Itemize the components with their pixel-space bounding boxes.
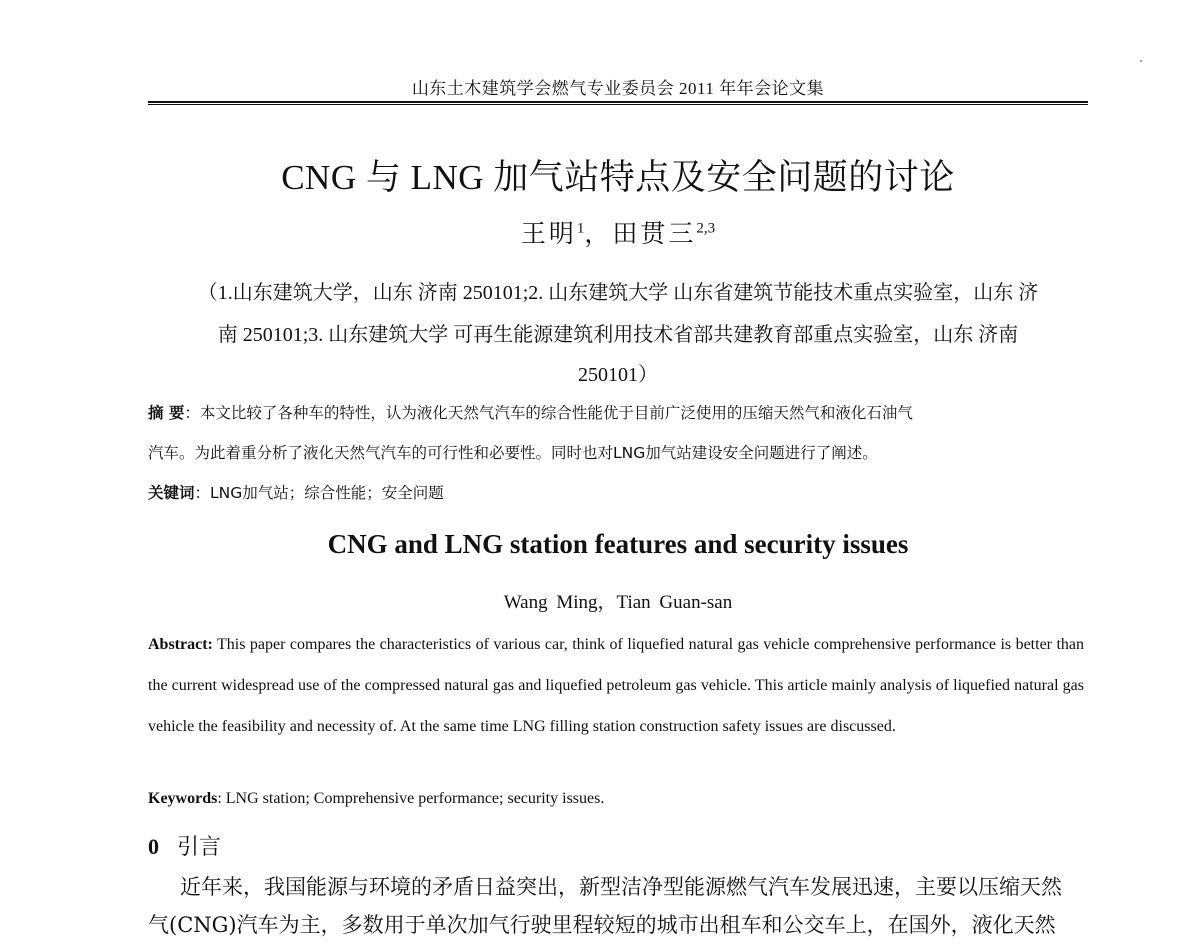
english-abstract: [148, 624, 1084, 747]
keywords-cn-label: 关键词: [148, 484, 195, 502]
author-name: 王明: [520, 219, 577, 248]
header-rule-thin: [148, 104, 1088, 105]
section-number: 0: [148, 834, 159, 859]
english-authors: Wang Ming，Tian Guan-san: [503, 592, 733, 613]
running-header: 山东土木建筑学会燃气专业委员会 2011 年年会论文集: [411, 79, 825, 98]
section-name: 引言: [177, 835, 222, 860]
affiliation-line: （1.山东建筑大学，山东 济南 250101;2. 山东建筑大学 山东省建筑节能技术重点实验室，山东 济: [197, 282, 1039, 304]
abstract-cn-label: 摘 要: [148, 404, 185, 422]
author-affil-sup: 2,3: [696, 220, 716, 237]
english-keywords-label: Keywords: [148, 790, 218, 807]
abstract-cn-line: [148, 401, 1088, 423]
english-keywords: [148, 790, 604, 808]
header-rule: [148, 101, 1088, 103]
body-line: 气(CNG)汽车为主，多数用于单次加气行驶里程较短的城市出租车和公交车上，在国外，液化天然: [148, 913, 1056, 937]
keywords-cn: [148, 481, 1088, 503]
author-affil-sup: 1: [576, 220, 585, 237]
abstract-cn-line: 汽车。为此着重分析了液化天然气汽车的可行性和必要性。同时也对LNG加气站建设安全问题进行了阐述。: [148, 444, 878, 462]
keywords-cn-text: ：LNG加气站；综合性能；安全问题: [194, 484, 444, 502]
author-line: [150, 214, 1086, 250]
body-paragraph: [148, 868, 1084, 944]
author-separator: ，: [584, 219, 613, 248]
english-abstract-label: Abstract:: [148, 636, 213, 653]
english-title: CNG and LNG station features and security issues: [327, 529, 909, 559]
affiliation-line: 250101）: [578, 364, 658, 386]
scan-speck: [1140, 60, 1142, 62]
paper-title: CNG 与 LNG 加气站特点及安全问题的讨论: [281, 158, 955, 197]
affiliation-line: 南 250101;3. 山东建筑大学 可再生能源建筑利用技术省部共建教育部重点实验室，山东 济南: [217, 324, 1019, 346]
english-keywords-text: : LNG station; Comprehensive performance; security issues.: [217, 790, 605, 807]
section-heading: [148, 830, 221, 861]
english-abstract-text: This paper compares the characteristics of various car, think of liquefied natural gas vehicle comprehensive performance is better than the current widespread use of the compressed natural gas and liquefied petroleum gas vehicle. This article mainly analysis of liquefied natural gas vehicle the feasibility and necessity of. At the same time LNG filling station construction safety issues are discussed.: [148, 636, 1084, 735]
author-name: 田贯三: [612, 219, 697, 248]
body-line: 近年来，我国能源与环境的矛盾日益突出，新型洁净型能源燃气汽车发展迅速，主要以压缩天然: [180, 875, 1062, 899]
abstract-cn-text: ：本文比较了各种车的特性，认为液化天然气汽车的综合性能优于目前广泛使用的压缩天然气和液化石油气: [184, 404, 913, 422]
